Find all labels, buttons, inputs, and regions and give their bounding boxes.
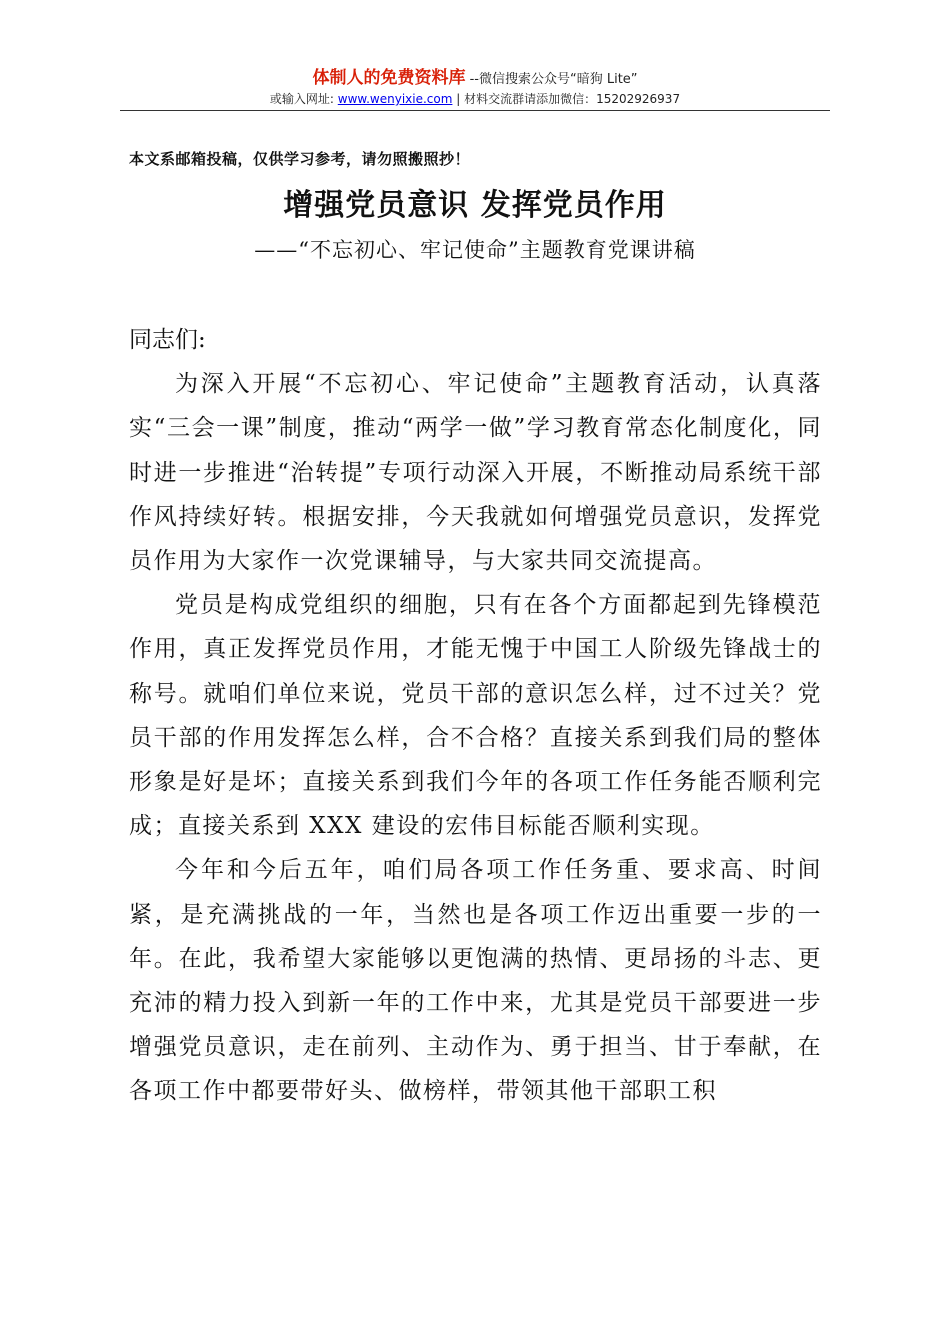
- paragraph: 今年和今后五年，咱们局各项工作任务重、要求高、时间紧，是充满挑战的一年，当然也是各项工作迈出重要一步的一年。在此，我希望大家能够以更饱满的热情、更昂扬的斗志、更充沛的精力投入到新一年的工作中来，尤其是党员干部要进一步增强党员意识，走在前列、主动作为、勇于担当、甘于奉献，在各项工作中都要带好头、做榜样，带领其他干部职工积: [129, 857, 822, 1105]
- document-body: [129, 318, 822, 1114]
- site-tagline: --微信搜索公众号“暗狗 Lite”: [465, 72, 638, 87]
- page-header: [120, 68, 830, 108]
- document-subtitle: ——“不忘初心、牢记使命”主题教育党课讲稿: [254, 238, 696, 262]
- url-prefix: 或输入网址:: [269, 92, 338, 106]
- paragraph: 为深入开展“不忘初心、牢记使命”主题教育活动，认真落实“三会一课”制度，推动“两学一做”学习教育常态化制度化，同时进一步推进“治转提”专项行动深入开展，不断推动局系统干部作风持续好转。根据安排，今天我就如何增强党员意识，发挥党员作用为大家作一次党课辅导，与大家共同交流提高。: [129, 371, 822, 575]
- website-link[interactable]: www.wenyixie.com: [337, 92, 453, 106]
- header-divider: [120, 110, 830, 111]
- document-title: 增强党员意识 发挥党员作用: [283, 188, 667, 223]
- paragraph: 党员是构成党组织的细胞，只有在各个方面都起到先锋模范作用，真正发挥党员作用，才能无愧于中国工人阶级先锋战士的称号。就咱们单位来说，党员干部的意识怎么样，过不过关？党员干部的作用发挥怎么样，合不合格？直接关系到我们局的整体形象是好是坏；直接关系到我们今年的各项工作任务能否顺利完成；直接关系到 XXX 建设的宏伟目标能否顺利实现。: [129, 592, 822, 840]
- site-name: 体制人的免费资料库: [312, 68, 466, 88]
- contact-info: | 材料交流群请添加微信：15202926937: [452, 92, 681, 106]
- salutation: 同志们:: [129, 327, 206, 353]
- header-contact-line: [120, 90, 830, 108]
- submission-notice: 本文系邮箱投稿，仅供学习参考，请勿照搬照抄！: [129, 150, 471, 168]
- header-banner: [120, 68, 830, 90]
